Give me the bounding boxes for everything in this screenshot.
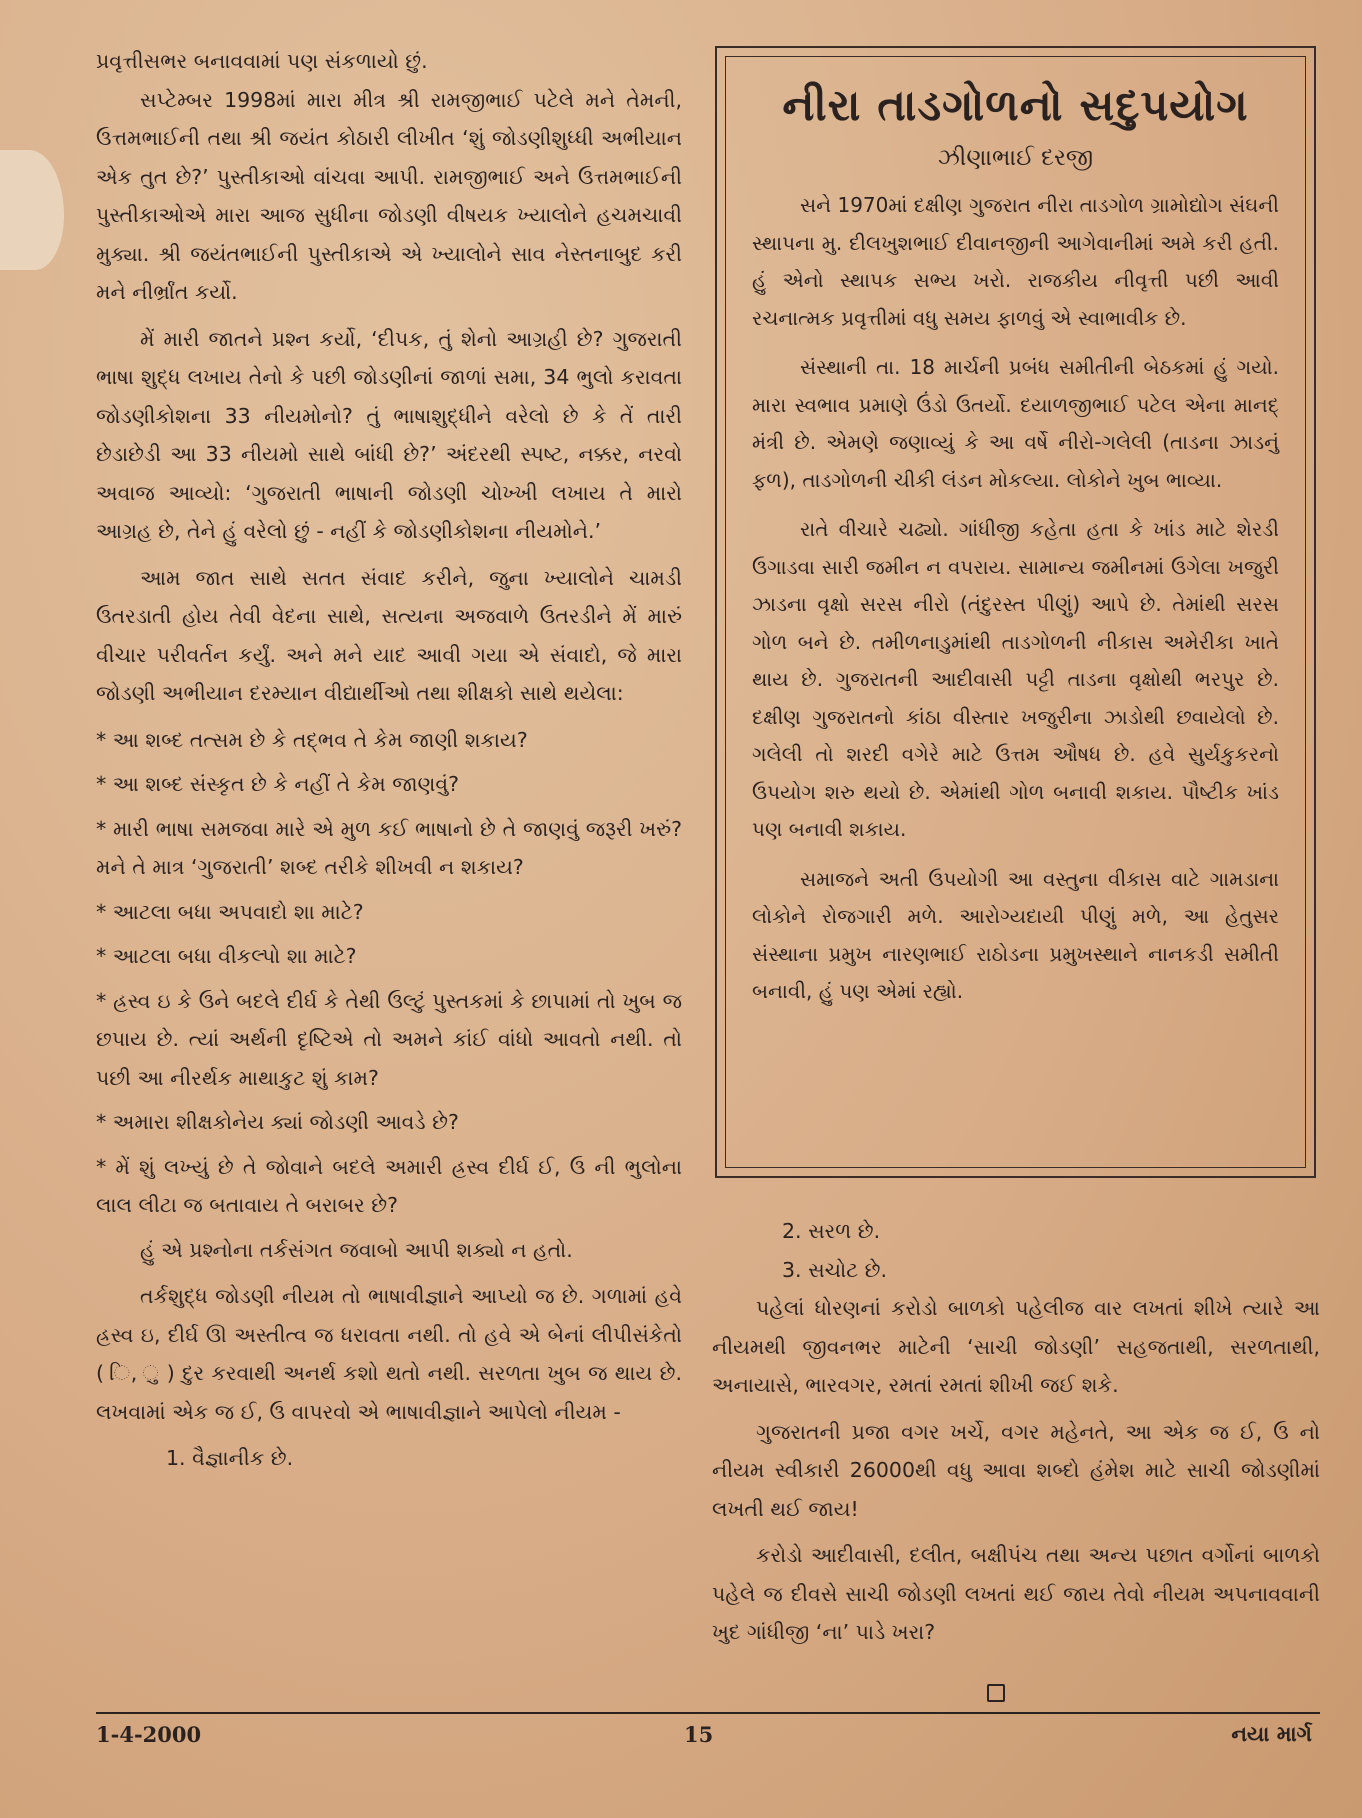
page-number: 15 <box>684 1722 714 1747</box>
torn-paper-edge <box>0 150 64 270</box>
article-end-square-icon <box>987 1684 1005 1702</box>
numbered-point-3: 3. સચોટ છે. <box>782 1257 888 1282</box>
numbered-point-1: 1. વૈજ્ઞાનીક છે. <box>166 1446 294 1470</box>
left-paragraph-3: આમ જાત સાથે સતત સંવાદ કરીને, જુના ખ્યાલોને ચામડી ઉતરડાતી હોય તેવી વેદના સાથે, સત્યના અજવાળે ઉતરડીને મેં મારું વીચાર પરીવર્તન કર્યું. અને મને યાદ આવી ગયા એ સંવાદો, જે મારા જોડણી અભીયાન દરમ્યાન વીદ્યાર્થીઓ તથા શીક્ષકો સાથે થયેલા: <box>96 565 682 705</box>
box-paragraph-1: સને 1970માં દક્ષીણ ગુજરાત નીરા તાડગોળ ગ્રામોદ્યોગ સંઘની સ્થાપના મુ. દીલખુશભાઈ દીવાનજીની આગેવાનીમાં અમે કરી હતી. હું એનો સ્થાપક સભ્ય ખરો. રાજકીય નીવૃત્તી પછી આવી રચનાત્મક પ્રવૃત્તીમાં વધુ સમય ફાળવું એ સ્વાભાવીક છે. <box>752 193 1279 330</box>
question-item: * આ શબ્દ સંસ્કૃત છે કે નહીં તે કેમ જાણવું? <box>96 772 460 796</box>
question-list <box>96 721 682 1225</box>
question-item: * અમારા શીક્ષકોનેય ક્યાં જોડણી આવડે છે? <box>96 1110 459 1134</box>
boxed-article-inner <box>725 56 1306 1168</box>
boxed-article-title: નીરા તાડગોળનો સદુપયોગ <box>782 81 1249 131</box>
question-item: * આટલા બધા અપવાદો શા માટે? <box>96 899 364 924</box>
footer-divider <box>96 1712 1320 1714</box>
question-item: * મેં શું લખ્યું છે તે જોવાને બદલે અમારી હ્રસ્વ દીર્ઘ ઈ, ઉ ની ભુલોના લાલ લીટા જ બતાવાય તે બરાબર છે? <box>96 1154 682 1217</box>
box-paragraph-4: સમાજને અતી ઉપયોગી આ વસ્તુના વીકાસ વાટે ગામડાના લોકોને રોજગારી મળે. આરોગ્યદાયી પીણું મળે, આ હેતુસર સંસ્થાના પ્રમુખ નારણભાઈ રાઠોડના પ્રમુખસ્થાને નાનકડી સમીતી બનાવી, હું પણ એમાં રહ્યો. <box>752 866 1279 1003</box>
right-paragraph-1: પહેલાં ધોરણનાં કરોડો બાળકો પહેલીજ વાર લખતાં શીખે ત્યારે આ નીયમથી જીવનભર માટેની ‘સાચી જોડણી’ સહજતાથી, સરળતાથી, અનાયાસે, ભારવગર, રમતાં રમતાં શીખી જઈ શકે. <box>712 1296 1320 1397</box>
right-paragraph-2: ગુજરાતની પ્રજા વગર ખર્ચે, વગર મહેનતે, આ એક જ ઈ, ઉ નો નીયમ સ્વીકારી 26000થી વધુ આવા શબ્દો હંમેશ માટે સાચી જોડણીમાં લખતી થઈ જાય! <box>712 1419 1320 1521</box>
left-paragraph-0: પ્રવૃત્તીસભર બનાવવામાં પણ સંકળાયો છું. <box>96 49 428 73</box>
question-item: * મારી ભાષા સમજવા મારે એ મુળ કઈ ભાષાનો છે તે જાણવું જરૂરી ખરું? મને તે માત્ર ‘ગુજરાતી’ શબ્દ તરીકે શીખવી ન શકાય? <box>96 816 682 879</box>
box-paragraph-3: રાતે વીચારે ચઢ્યો. ગાંધીજી કહેતા હતા કે ખાંડ માટે શેરડી ઉગાડવા સારી જમીન ન વપરાય. સામાન્ય જમીનમાં ઉગેલા ખજુરી ઝાડના વૃક્ષો સરસ નીરો (તંદુરસ્ત પીણું) આપે છે. તેમાંથી સરસ ગોળ બને છે. તમીળનાડુમાંથી તાડગોળની નીકાસ અમેરીકા ખાતે થાય છે. ગુજરાતની આદીવાસી પટ્ટી તાડના વૃક્ષોથી ભરપુર છે. દક્ષીણ ગુજરાતનો કાંઠા વીસ્તાર ખજુરીના ઝાડોથી છવાયેલો છે. ગલેલી તો શરદી વગેરે માટે ઉત્તમ ઔષધ છે. હવે સુર્યકુકરનો ઉપયોગ શરુ થયો છે. એમાંથી ગોળ બનાવી શકાય. પૌષ્ટીક ખાંડ પણ બનાવી શકાય. <box>752 517 1279 841</box>
left-column <box>96 42 682 1478</box>
numbered-point-2: 2. સરળ છે. <box>782 1219 881 1243</box>
magazine-name: નયા માર્ગ <box>1231 1722 1312 1746</box>
question-item: * આ શબ્દ તત્સમ છે કે તદ્ભવ તે કેમ જાણી શકાય? <box>96 727 528 752</box>
left-paragraph-1: સપ્ટેમ્બર 1998માં મારા મીત્ર શ્રી રામજીભાઈ પટેલે મને તેમની, ઉત્તમભાઈની તથા શ્રી જયંત કોઠારી લીખીત ‘શું જોડણીશુધ્ધી અભીયાન એક તુત છે?’ પુસ્તીકાઓ વાંચવા આપી. રામજીભાઈ અને ઉત્તમભાઈની પુસ્તીકાઓએ મારા આજ સુધીના જોડણી વીષયક ખ્યાલોને હચમચાવી મુક્યા. શ્રી જયંતભાઈની પુસ્તીકાએ એ ખ્યાલોને સાવ નેસ્તનાબુદ કરી મને નીર્ભ્રાંત કર્યો. <box>96 87 682 304</box>
left-paragraph-2: મેં મારી જાતને પ્રશ્ન કર્યો, ‘દીપક, તું શેનો આગ્રહી છે? ગુજરાતી ભાષા શુદ્ધ લખાય તેનો કે પછી જોડણીનાં જાળાં સમા, 34 ભુલો કરાવતા જોડણીકોશના 33 નીયમોનો? તું ભાષાશુદ્ધીને વરેલો છે કે તેં તારી છેડાછેડી આ 33 નીયમો સાથે બાંધી છે?’ અંદરથી સ્પષ્ટ, નક્કર, નરવો અવાજ આવ્યો: ‘ગુજરાતી ભાષાની જોડણી ચોખ્ખી લખાય તે મારો આગ્રહ છે, તેને હું વરેલો છું - નહીં કે જોડણીકોશના નીયમોને.’ <box>96 326 682 543</box>
boxed-article <box>715 46 1316 1178</box>
footer-date: 1-4-2000 <box>96 1722 202 1747</box>
left-paragraph-4: હું એ પ્રશ્નોના તર્કસંગત જવાબો આપી શક્યો ન હતો. <box>140 1237 573 1262</box>
question-item: * હ્રસ્વ ઇ કે ઉને બદલે દીર્ઘ કે તેથી ઉલ્ટું પુસ્તકમાં કે છાપામાં તો ખુબ જ છપાય છે. ત્યાં અર્થની દૃષ્ટિએ તો અમને કાંઈ વાંધો આવતો નથી. તો પછી આ નીરર્થક માથાકુટ શું કામ? <box>96 988 682 1090</box>
boxed-article-author: ઝીણાભાઈ દરજી <box>937 145 1094 171</box>
question-item: * આટલા બધા વીકલ્પો શા માટે? <box>96 944 357 968</box>
right-column <box>712 1212 1320 1660</box>
box-paragraph-2: સંસ્થાની તા. 18 માર્ચની પ્રબંધ સમીતીની બેઠકમાં હું ગયો. મારા સ્વભાવ પ્રમાણે ઉંડો ઉતર્યો. દયાળજીભાઈ પટેલ એના માનદ્ મંત્રી છે. એમણે જણાવ્યું કે આ વર્ષે નીરો-ગલેલી (તાડના ઝાડનું ફળ), તાડગોળની ચીકી લંડન મોકલ્યા. લોકોને ખુબ ભાવ્યા. <box>752 355 1279 492</box>
right-paragraph-3: કરોડો આદીવાસી, દલીત, બક્ષીપંચ તથા અન્ય પછાત વર્ગોનાં બાળકો પહેલે જ દીવસે સાચી જોડણી લખતાં થઈ જાય તેવો નીયમ અપનાવવાની ખુદ ગાંધીજી ‘ના’ પાડે ખરા? <box>712 1543 1320 1644</box>
left-paragraph-5: તર્કશુદ્ધ જોડણી નીયમ તો ભાષાવીજ્ઞાને આપ્યો જ છે. ગળામાં હવે હ્રસ્વ ઇ, દીર્ઘ ઊ અસ્તીત્વ જ ધરાવતા નથી. તો હવે એ બેનાં લીપીસંકેતો ( િ, ુ ) દુર કરવાથી અનર્થ કશો થતો નથી. સરળતા ખુબ જ થાય છે. લખવામાં એક જ ઈ, ઉ વાપરવો એ ભાષાવીજ્ઞાને આપેલો નીયમ - <box>96 1284 682 1424</box>
